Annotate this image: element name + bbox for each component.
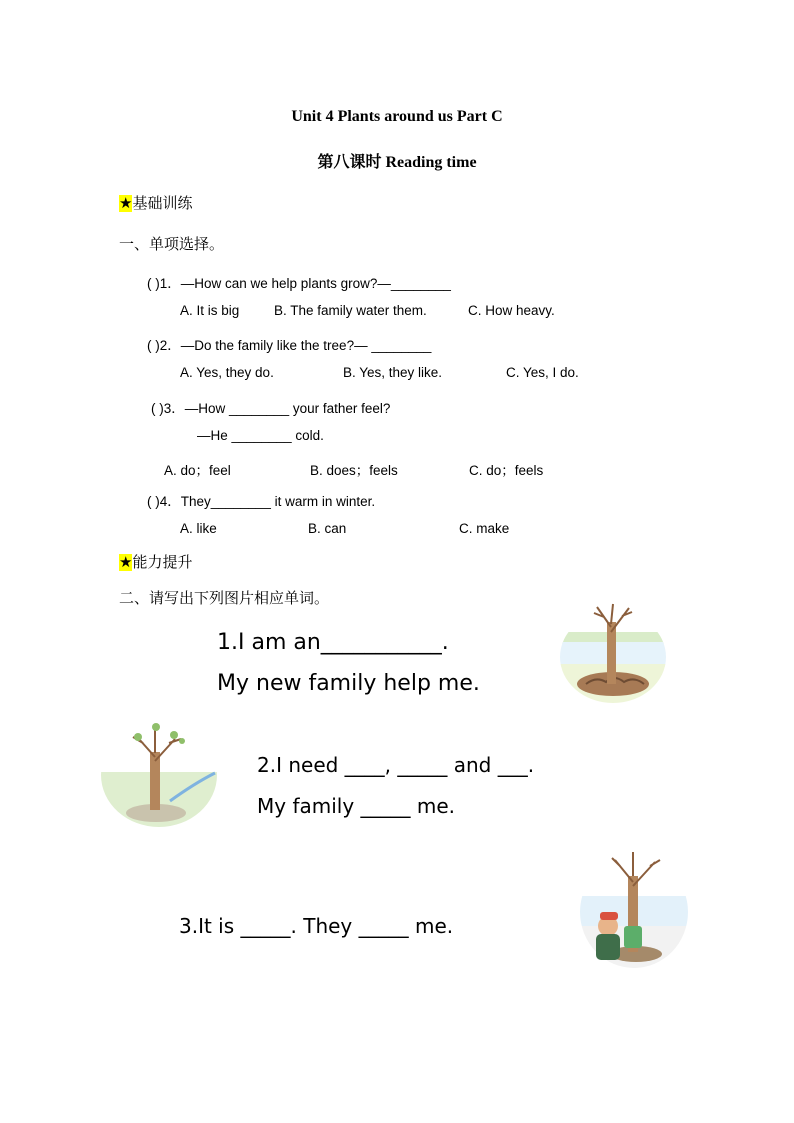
item-1-line-1: 1.I am an___________.	[217, 630, 449, 655]
item-2-line-2: My family _____ me.	[257, 794, 456, 818]
question-3-option-b: B. does；feels	[310, 463, 398, 478]
tree-roots-picture	[558, 602, 668, 704]
question-4-option-a: A. like	[180, 521, 217, 536]
section-heading: 一、单项选择。	[119, 236, 225, 253]
star-icon: ★	[119, 195, 133, 212]
question-3-stem-2: —He ________ cold.	[197, 428, 324, 443]
item-3-line-1: 3.It is _____. They _____ me.	[179, 914, 454, 938]
section-label: 基础训练	[132, 195, 193, 212]
star-icon: ★	[119, 554, 133, 571]
question-2-option-c: C. Yes, I do.	[506, 365, 579, 380]
question-1-option-a: A. It is big	[180, 303, 240, 318]
question-3-option-c: C. do；feels	[469, 463, 544, 478]
question-2-option-b: B. Yes, they like.	[343, 365, 443, 380]
question-2-option-a: A. Yes, they do.	[180, 365, 274, 380]
section-basic-training	[119, 192, 192, 213]
section-label: 能力提升	[132, 554, 193, 571]
page-subtitle: 第八课时 Reading time	[317, 154, 477, 171]
section-heading: 二、请写出下列图片相应单词。	[119, 590, 330, 607]
question-2-stem: ( )2．—Do the family like the tree?— ________	[147, 338, 432, 353]
item-2-line-1: 2.I need ____, _____ and ___.	[257, 753, 535, 777]
tree-watered-picture	[98, 717, 220, 829]
question-1-stem: ( )1．—How can we help plants grow?—________	[147, 276, 451, 291]
question-4-option-c: C. make	[459, 521, 510, 536]
question-3-stem: ( )3．—How ________ your father feel?	[151, 401, 391, 416]
tree-winter-picture	[578, 846, 690, 970]
question-1-option-c: C. How heavy.	[468, 303, 555, 318]
section-ability-improvement	[119, 551, 192, 572]
question-4-option-b: B. can	[308, 521, 347, 536]
question-1-option-b: B. The family water them.	[274, 303, 427, 318]
page-title: Unit 4 Plants around us Part C	[291, 108, 503, 125]
question-4-stem: ( )4．They________ it warm in winter.	[147, 494, 376, 509]
item-1-line-2: My new family help me.	[217, 671, 480, 696]
question-3-option-a: A. do；feel	[164, 463, 231, 478]
